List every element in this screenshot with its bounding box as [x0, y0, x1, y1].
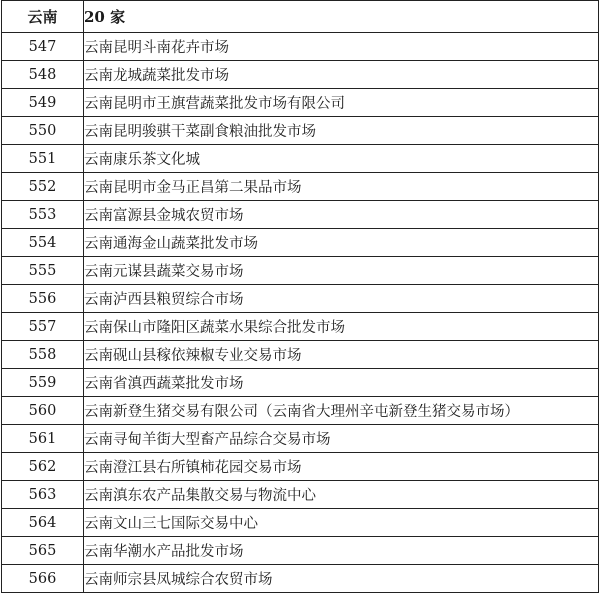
- market-name: 云南保山市隆阳区蔬菜水果综合批发市场: [84, 313, 599, 341]
- market-name: 云南富源县金城农贸市场: [84, 201, 599, 229]
- row-number: 550: [2, 117, 84, 145]
- table-row: [2, 257, 599, 285]
- market-name: 云南文山三七国际交易中心: [84, 509, 599, 537]
- market-name: 云南澄江县右所镇柿花园交易市场: [84, 453, 599, 481]
- table-row: [2, 201, 599, 229]
- table-row: [2, 61, 599, 89]
- row-number: 551: [2, 145, 84, 173]
- row-number: 566: [2, 565, 84, 593]
- table-row: [2, 565, 599, 593]
- row-number: 563: [2, 481, 84, 509]
- region-header: 云南: [2, 1, 84, 33]
- row-number: 556: [2, 285, 84, 313]
- market-name: 云南师宗县凤城综合农贸市场: [84, 565, 599, 593]
- market-name: 云南康乐茶文化城: [84, 145, 599, 173]
- market-name: 云南龙城蔬菜批发市场: [84, 61, 599, 89]
- row-number: 557: [2, 313, 84, 341]
- market-name: 云南省滇西蔬菜批发市场: [84, 369, 599, 397]
- market-name: 云南华潮水产品批发市场: [84, 537, 599, 565]
- row-number: 561: [2, 425, 84, 453]
- row-number: 560: [2, 397, 84, 425]
- row-number: 562: [2, 453, 84, 481]
- market-name: 云南滇东农产品集散交易与物流中心: [84, 481, 599, 509]
- table-row: [2, 481, 599, 509]
- table-row: [2, 537, 599, 565]
- table-row: [2, 33, 599, 61]
- table-row: [2, 173, 599, 201]
- table-row: [2, 509, 599, 537]
- row-number: 558: [2, 341, 84, 369]
- table-row: [2, 229, 599, 257]
- row-number: 565: [2, 537, 84, 565]
- table-row: [2, 341, 599, 369]
- table-header-row: [2, 1, 599, 33]
- market-name: 云南昆明斗南花卉市场: [84, 33, 599, 61]
- market-name: 云南砚山县稼依辣椒专业交易市场: [84, 341, 599, 369]
- table-row: [2, 145, 599, 173]
- market-list-table: [1, 0, 599, 593]
- row-number: 549: [2, 89, 84, 117]
- market-name: 云南昆明骏骐干菜副食粮油批发市场: [84, 117, 599, 145]
- market-name: 云南元谋县蔬菜交易市场: [84, 257, 599, 285]
- row-number: 564: [2, 509, 84, 537]
- table-row: [2, 89, 599, 117]
- row-number: 555: [2, 257, 84, 285]
- market-name: 云南昆明市金马正昌第二果品市场: [84, 173, 599, 201]
- row-number: 552: [2, 173, 84, 201]
- table-row: [2, 397, 599, 425]
- market-name: 云南通海金山蔬菜批发市场: [84, 229, 599, 257]
- row-number: 553: [2, 201, 84, 229]
- table-row: [2, 313, 599, 341]
- table-row: [2, 117, 599, 145]
- table-row: [2, 285, 599, 313]
- market-name: 云南新登生猪交易有限公司（云南省大理州辛屯新登生猪交易市场）: [84, 397, 599, 425]
- table-row: [2, 453, 599, 481]
- market-name: 云南昆明市王旗营蔬菜批发市场有限公司: [84, 89, 599, 117]
- market-name: 云南寻甸羊街大型畜产品综合交易市场: [84, 425, 599, 453]
- count-header: 20 家: [84, 1, 599, 33]
- row-number: 548: [2, 61, 84, 89]
- table-row: [2, 425, 599, 453]
- row-number: 559: [2, 369, 84, 397]
- market-name: 云南泸西县粮贸综合市场: [84, 285, 599, 313]
- row-number: 554: [2, 229, 84, 257]
- table-row: [2, 369, 599, 397]
- row-number: 547: [2, 33, 84, 61]
